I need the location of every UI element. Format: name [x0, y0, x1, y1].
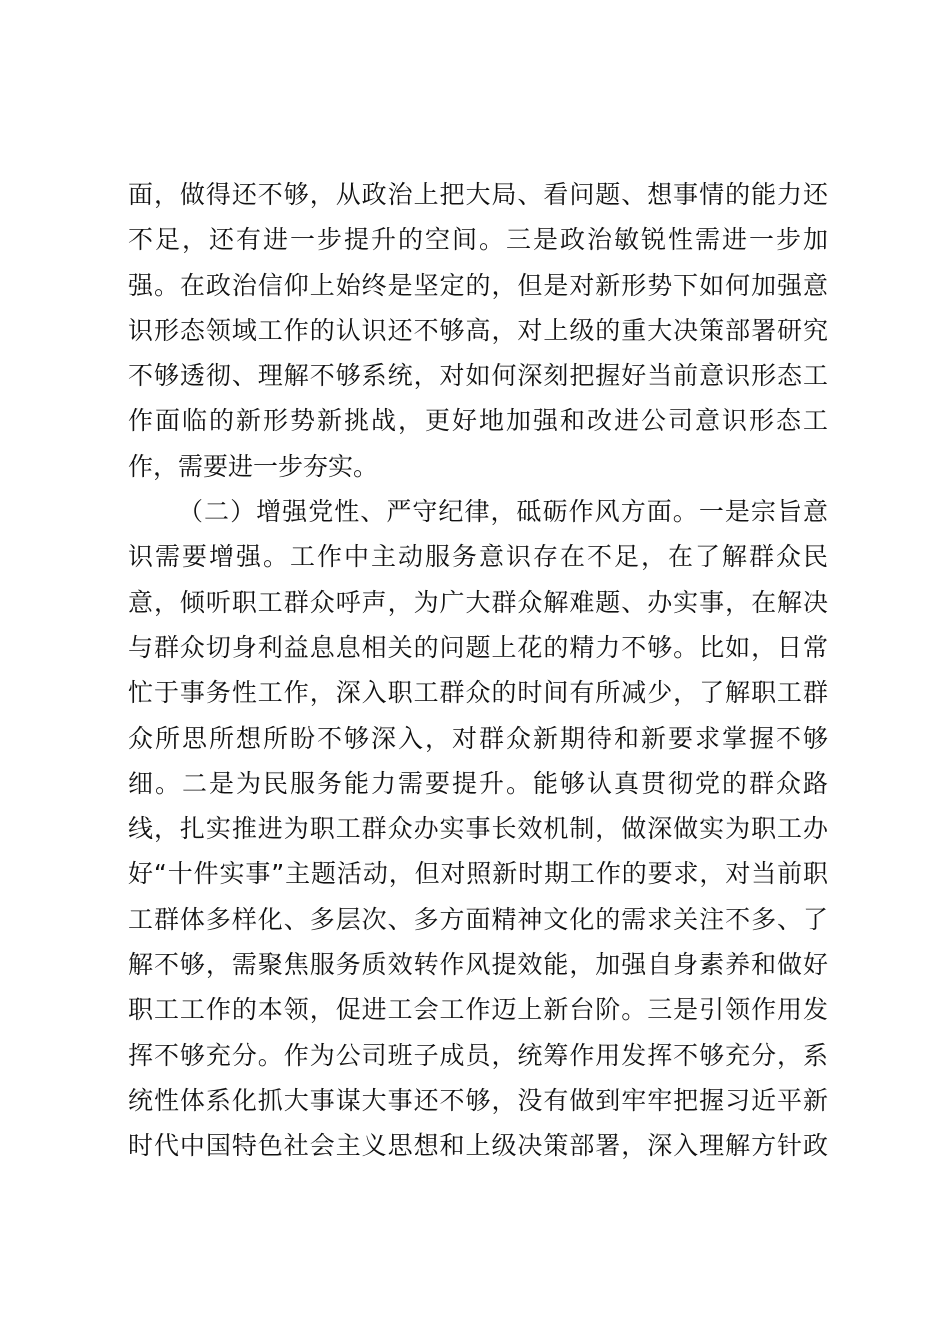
- text-line: 强。在政治信仰上始终是坚定的，但是对新形势下如何加强意: [128, 270, 828, 300]
- text-line: 众所思所想所盼不够深入，对群众新期待和新要求掌握不够: [128, 723, 828, 753]
- text-line: 作面临的新形势新挑战，更好地加强和改进公司意识形态工: [128, 406, 828, 436]
- text-line: 统性体系化抓大事谋大事还不够，没有做到牢牢把握习近平新: [128, 1085, 828, 1115]
- text-line: 细。二是为民服务能力需要提升。能够认真贯彻党的群众路: [128, 768, 828, 798]
- text-line: 职工工作的本领，促进工会工作迈上新台阶。三是引领作用发: [128, 995, 828, 1025]
- text-line: 不够透彻、理解不够系统，对如何深刻把握好当前意识形态工: [128, 361, 828, 391]
- text-line: 忙于事务性工作，深入职工群众的时间有所减少，了解职工群: [128, 678, 828, 708]
- text-line: 工群体多样化、多层次、多方面精神文化的需求关注不多、了: [128, 904, 828, 934]
- text-line: 线，扎实推进为职工群众办实事长效机制，做深做实为职工办: [128, 814, 828, 844]
- text-line: 不足，还有进一步提升的空间。三是政治敏锐性需进一步加: [128, 225, 828, 255]
- text-line: 作，需要进一步夯实。: [128, 451, 379, 481]
- text-line: 解不够，需聚焦服务质效转作风提效能，加强自身素养和做好: [128, 950, 828, 980]
- body-text: [128, 172, 828, 1169]
- text-line: 时代中国特色社会主义思想和上级决策部署，深入理解方针政: [128, 1131, 828, 1161]
- text-line: 好“十件实事”主题活动，但对照新时期工作的要求，对当前职: [128, 859, 828, 889]
- text-line: 面，做得还不够，从政治上把大局、看问题、想事情的能力还: [128, 180, 828, 209]
- text-line: 与群众切身利益息息相关的问题上花的精力不够。比如，日常: [128, 632, 828, 662]
- text-line: 识形态领域工作的认识还不够高，对上级的重大决策部署研究: [128, 315, 828, 345]
- text-line: 意，倾听职工群众呼声，为广大群众解难题、办实事，在解决: [128, 587, 828, 617]
- section-heading-line: （二）增强党性、严守纪律，砥砺作风方面。一是宗旨意: [178, 497, 828, 527]
- text-line: 挥不够充分。作为公司班子成员，统筹作用发挥不够充分，系: [128, 1040, 828, 1070]
- text-line: 识需要增强。工作中主动服务意识存在不足，在了解群众民: [128, 542, 828, 572]
